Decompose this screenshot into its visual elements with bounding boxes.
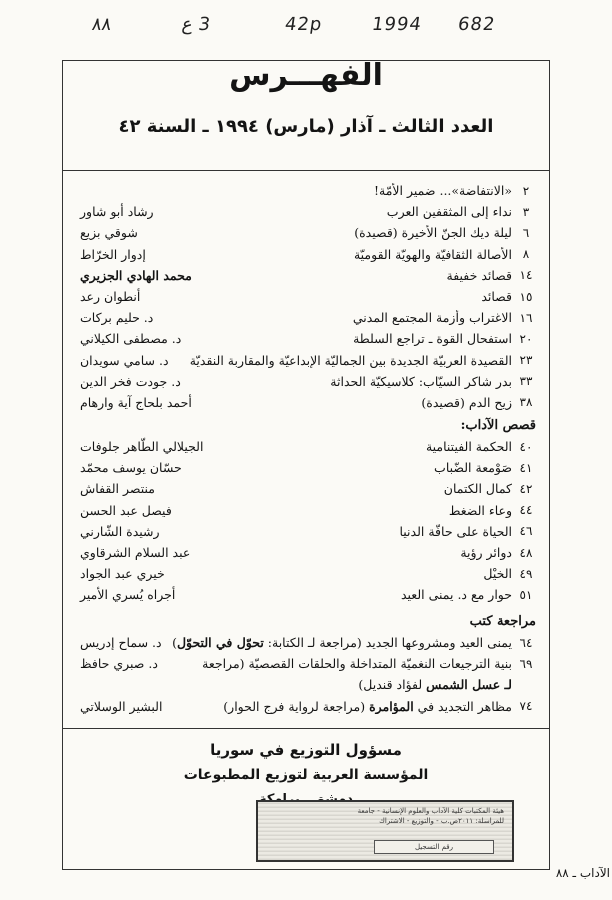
toc-entry[interactable]	[70, 696, 540, 717]
entry-title: كمال الكتمان	[443, 481, 512, 497]
entry-title: الحياة على حافّة الدنيا	[399, 523, 512, 539]
entry-title: صَوْمعة الضّباب	[434, 460, 512, 476]
handwritten-code: 682	[456, 14, 497, 35]
library-stamp	[256, 800, 514, 862]
toc-entry[interactable]	[70, 584, 540, 605]
entry-title	[223, 699, 512, 714]
page-number: ٦	[522, 225, 530, 240]
page-footer: الآداب ـ ٨٨	[555, 866, 610, 880]
entry-author: عبد السلام الشرقاوي	[80, 545, 191, 561]
toc-entry[interactable]	[70, 328, 540, 349]
book-title: لـ عسل الشمس	[426, 677, 512, 693]
toc-entry[interactable]	[70, 307, 540, 328]
toc-entry[interactable]	[70, 371, 540, 392]
toc-entry[interactable]	[70, 653, 540, 674]
toc-entry[interactable]	[70, 563, 540, 584]
entry-title: «الانتفاضة»... ضمير الأمّة!	[374, 183, 512, 199]
page-number: ٢٠	[519, 331, 533, 346]
entry-author: د. جودت فخر الدين	[80, 373, 181, 389]
entry-title: بنية الترجيعات النغميّة المتداخلة والحلقات القصصيّة (مراجعة	[202, 656, 512, 672]
distribution-heading: مسؤول التوزيع في سوريا	[210, 741, 402, 759]
toc-entry[interactable]	[70, 180, 540, 201]
entry-title: قصائد	[481, 289, 512, 305]
entry-author: د. سماح إدريس	[80, 635, 162, 651]
entry-title: القصيدة العربيّة الجديدة بين الجماليّة الإبداعيّة والمقاربة النقديّة	[189, 352, 512, 368]
entry-author: إدوار الخرّاط	[80, 246, 146, 262]
entry-author: محمد الهادي الجزيري	[80, 267, 192, 283]
page-number: ٤٦	[519, 524, 533, 539]
contents-list	[70, 180, 540, 413]
title-close: )	[172, 635, 177, 651]
page-number: ٤١	[519, 460, 533, 475]
entry-author: خيري عبد الجواد	[80, 566, 165, 582]
entry-author: د. مصطفى الكيلاني	[80, 331, 182, 347]
toc-entry[interactable]	[70, 478, 540, 499]
stories-list	[70, 414, 540, 606]
page-number: ١٦	[519, 310, 533, 325]
entry-title: الحكمة الفيتنامية	[425, 439, 512, 455]
entry-author: الجيلالي الطّاهر جلوفات	[80, 439, 204, 455]
issue-line: العدد الثالث ـ آذار (مارس) ١٩٩٤ ـ السنة ٤٢	[118, 116, 494, 137]
book-title: تحوّل في التحوّل	[176, 635, 264, 651]
page-number: ٣٣	[519, 374, 533, 389]
entry-title: نداء إلى المثقفين العرب	[386, 204, 512, 220]
entry-author: د. حليم بركات	[80, 310, 154, 326]
distribution-company: المؤسسة العربية لتوزيع المطبوعات	[183, 767, 429, 783]
title-close: (مراجعة لرواية فرج الحوار)	[223, 698, 370, 714]
section-heading-reviews: مراجعة كتب	[469, 614, 536, 629]
toc-entry[interactable]	[70, 521, 540, 542]
page-number: ٨	[522, 247, 530, 262]
handwritten-year: 1994	[370, 14, 424, 35]
entry-author: البشير الوسلاتي	[80, 698, 163, 714]
page-number: ٤٢	[519, 481, 533, 496]
page-number: ٤٠	[519, 439, 533, 454]
stamp-line: هيئة المكتبات كلية الآداب والعلوم الإنسانية - جامعة	[357, 807, 504, 815]
toc-entry[interactable]	[70, 201, 540, 222]
page-title: الفهـــرس	[229, 58, 383, 93]
page-number: ٤٤	[519, 503, 533, 518]
page-number: ٤٨	[519, 545, 533, 560]
entry-title: دوائر رؤية	[460, 545, 512, 561]
toc-entry[interactable]	[70, 457, 540, 478]
toc-entry[interactable]	[70, 632, 540, 653]
page-number: ١٥	[519, 289, 533, 304]
stamp-line: للمراسلة: ٢٠١١ص.ب - والتوزيع - الاشتراك	[379, 817, 504, 825]
toc-entry-continuation	[70, 674, 540, 695]
title-text: مظاهر التجديد في	[413, 698, 512, 714]
page-number: ٣٨	[519, 395, 533, 410]
toc-entry[interactable]	[70, 350, 540, 371]
page-number: ٥١	[519, 587, 533, 602]
entry-author: أحمد بلحاج آية وارهام	[80, 394, 192, 410]
section-heading-stories: قصص الآداب:	[460, 418, 536, 433]
entry-author: د. سامي سويدان	[80, 352, 169, 368]
entry-title: استفحال القوة ـ تراجع السلطة	[353, 331, 512, 347]
toc-entry[interactable]	[70, 500, 540, 521]
page-number: ٤٩	[519, 566, 533, 581]
entry-author: رشاد أبو شاور	[80, 204, 154, 220]
handwritten-volume: 42p	[283, 14, 324, 35]
entry-author: فيصل عبد الحسن	[80, 502, 172, 518]
entry-title: حوار مع د. يمنى العيد	[400, 587, 512, 603]
book-title: المؤامرة	[369, 698, 414, 714]
title-text: يمنى العيد ومشروعها الجديد (مراجعة لـ الكتابة:	[263, 635, 512, 651]
title-close: لفؤاد قنديل)	[358, 677, 427, 693]
handwritten-page-number: ٨٨	[90, 14, 113, 35]
toc-entry[interactable]	[70, 222, 540, 243]
entry-author: حسّان يوسف محمّد	[80, 460, 182, 476]
page-number: ٢٣	[519, 353, 533, 368]
entry-author: رشيدة الشّارني	[80, 523, 160, 539]
page-number: ٧٤	[519, 699, 533, 714]
entry-title: الاغتراب وأزمة المجتمع المدني	[352, 310, 512, 326]
divider	[62, 728, 550, 729]
page-number: ٢	[522, 183, 530, 198]
toc-entry[interactable]	[70, 436, 540, 457]
entry-title: زيح الدم (قصيدة)	[421, 394, 512, 410]
handwritten-issue: 3 ع	[180, 14, 212, 35]
entry-title	[172, 635, 512, 650]
toc-entry[interactable]	[70, 244, 540, 265]
entry-author: أجراه يُسري الأمير	[80, 587, 176, 603]
entry-title: وعاء الضغط	[448, 502, 512, 518]
page-number: ٣	[522, 204, 530, 219]
stamp-registration-box: رقم التسجيل	[374, 840, 494, 854]
entry-title-continuation	[358, 677, 512, 692]
entry-author: منتصر القفاش	[80, 481, 155, 497]
entry-title: بدر شاكر السيّاب: كلاسيكيّة الحداثة	[330, 373, 512, 389]
entry-title: الخيْل	[483, 566, 512, 582]
entry-author: شوقي بزيع	[80, 225, 138, 241]
page-number: ٦٩	[519, 656, 533, 671]
entry-title: الأصالة الثقافيّة والهويّة القوميّة	[353, 246, 512, 262]
page-number: ٦٤	[519, 635, 533, 650]
reviews-list	[70, 610, 540, 717]
page-number: ١٤	[519, 268, 533, 283]
entry-author: د. صبري حافظ	[80, 656, 158, 672]
toc-entry[interactable]	[70, 542, 540, 563]
toc-entry[interactable]	[70, 286, 540, 307]
entry-title: ليلة ديك الجنّ الأخيرة (قصيدة)	[354, 225, 512, 241]
entry-author: أنطوان رعد	[80, 289, 141, 305]
entry-title: قصائد خفيفة	[446, 267, 512, 283]
toc-entry[interactable]	[70, 265, 540, 286]
divider	[62, 170, 550, 171]
toc-entry[interactable]	[70, 392, 540, 413]
